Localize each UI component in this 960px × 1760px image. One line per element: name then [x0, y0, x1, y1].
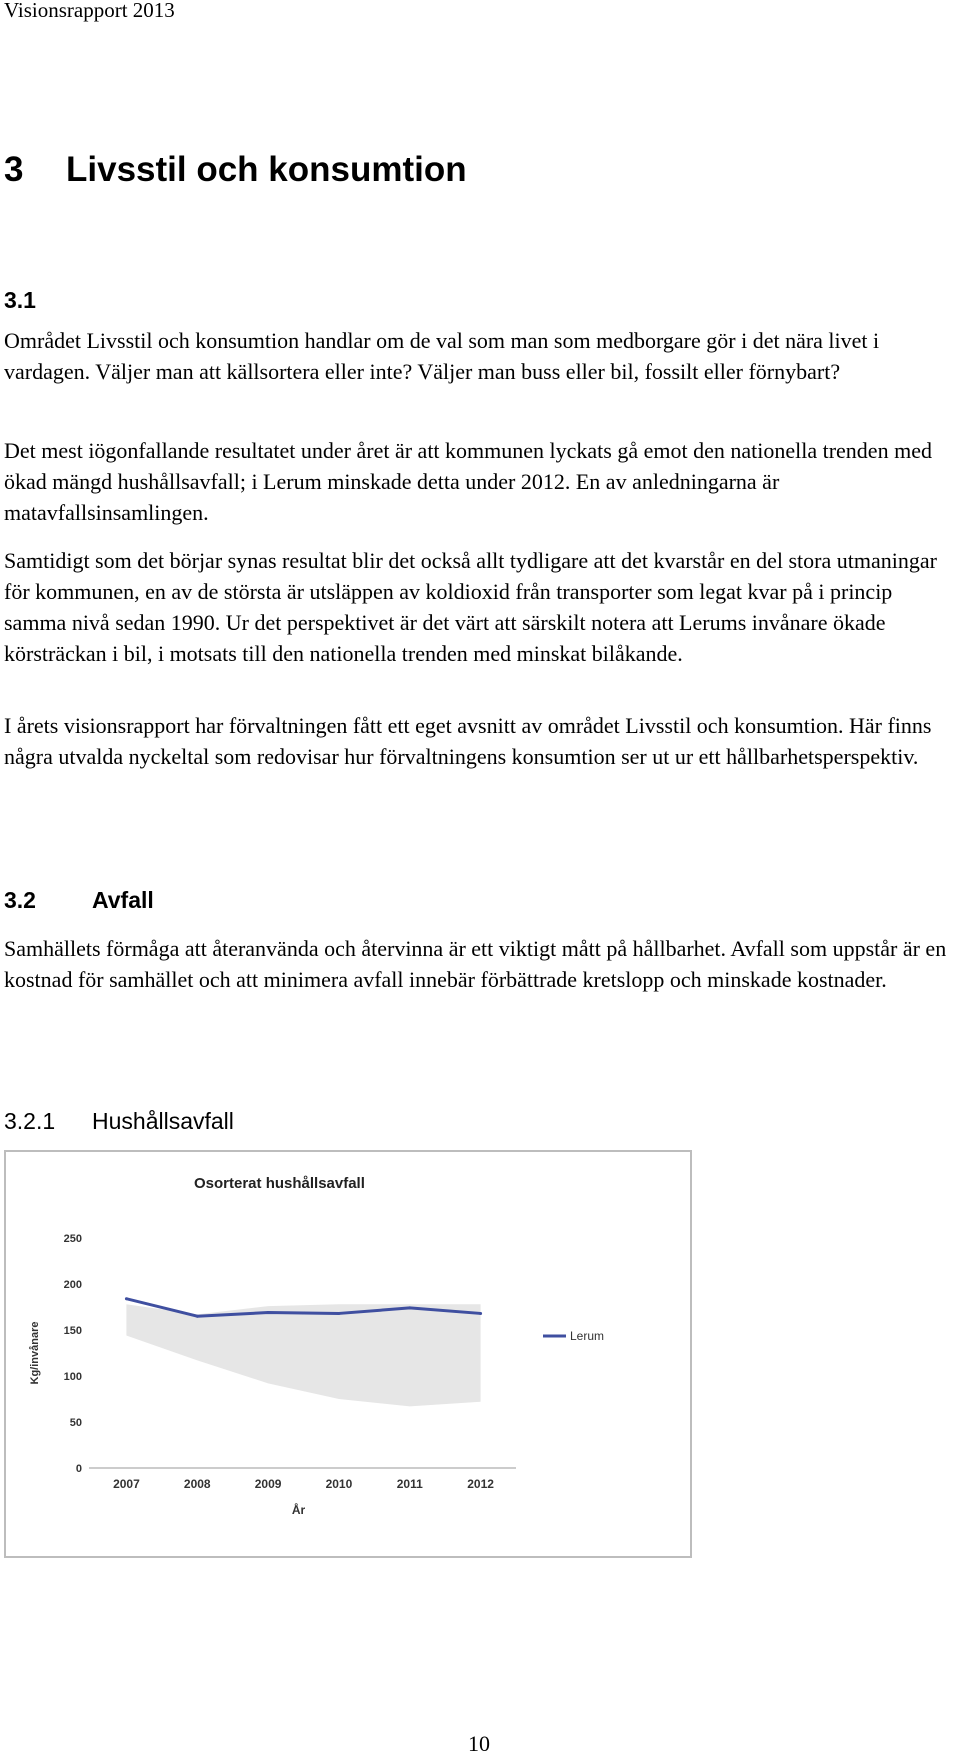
y-tick-label-100: 100: [63, 1371, 82, 1383]
paragraph-intro: Området Livsstil och konsumtion handlar om de val som man som medborgare gör i det nära livet i vardagen. Väljer man att källsortera eller inte? Väljer man buss eller bil, fossilt eller förnybart?: [4, 328, 880, 384]
data-point-2012: [479, 1312, 482, 1315]
y-tick-label-200: 200: [63, 1279, 82, 1291]
chart-frame: [4, 1150, 692, 1558]
x-tick-label-2011: 2011: [396, 1477, 423, 1491]
chapter-title: Livsstil och konsumtion: [66, 150, 467, 189]
comparison-band: [126, 1304, 480, 1406]
section-3-2-title: Avfall: [92, 887, 154, 913]
y-tick-label-0: 0: [75, 1463, 82, 1475]
y-tick-label-150: 150: [63, 1325, 82, 1337]
section-3-2-number: 3.2: [4, 887, 36, 913]
paragraph-report: I årets visionsrapport har förvaltningen fått ett eget avsnitt av området Livsstil och konsumtion. Här finns några utvalda nyckeltal som redovisar hur förvaltningens konsumtion ser ut ur ett hållbarhetsperspektiv.: [4, 713, 932, 769]
data-point-2009: [267, 1311, 270, 1314]
chart-title: Osorterat hushållsavfall: [194, 1175, 365, 1192]
section-3-2-heading: [4, 887, 154, 914]
y-axis-title: Kg/invånare: [29, 1321, 41, 1385]
paragraph-challenges: Samtidigt som det börjar synas resultat blir det också allt tydligare att det kvarstår en del stora utmaningar för kommunen, en av de största är utsläppen av koldioxid från transporter som legat kvar på i princip samma nivå sedan 1990. Ur det perspektivet är det värt att särskilt notera att Lerums invånare ökade körsträckan i bil, i motsats till den nationella trenden med minskat bilåkande.: [4, 548, 937, 666]
section-3-1-heading: 3.1: [4, 287, 36, 313]
running-header: Visionsrapport 2013: [4, 0, 175, 22]
data-point-2008: [196, 1315, 199, 1318]
y-tick-label-250: 250: [63, 1233, 82, 1245]
data-point-2011: [408, 1306, 411, 1309]
chapter-number: 3: [4, 150, 24, 189]
page-number: 10: [468, 1731, 490, 1756]
x-tick-label-2012: 2012: [467, 1477, 494, 1491]
household-waste-chart: [6, 1152, 690, 1556]
x-axis-title: År: [291, 1503, 306, 1517]
chapter-heading: [4, 150, 467, 190]
section-3-2-1-number: 3.2.1: [4, 1108, 56, 1134]
data-point-2007: [125, 1297, 128, 1300]
paragraph-avfall: Samhällets förmåga att återanvända och återvinna är ett viktigt mått på hållbarhet. Avfall som uppstår är en kostnad för samhället och att minimera avfall innebär förbättrade kretslopp och minskade kostnader.: [4, 936, 947, 992]
paragraph-result: Det mest iögonfallande resultatet under året är att kommunen lyckats gå emot den nationella trenden med ökad mängd hushållsavfall; i Lerum minskade detta under 2012. En av anledningarna är matavfallsinsamlingen.: [4, 438, 932, 525]
x-tick-label-2008: 2008: [183, 1477, 211, 1491]
data-point-2010: [337, 1312, 340, 1315]
x-tick-label-2009: 2009: [254, 1477, 282, 1491]
legend-label-lerum: Lerum: [570, 1329, 605, 1343]
x-tick-label-2010: 2010: [325, 1477, 353, 1491]
y-tick-label-50: 50: [69, 1417, 82, 1429]
section-3-2-1-title: Hushållsavfall: [92, 1108, 234, 1134]
x-tick-label-2007: 2007: [113, 1477, 140, 1491]
section-3-2-1-heading: [4, 1108, 234, 1135]
